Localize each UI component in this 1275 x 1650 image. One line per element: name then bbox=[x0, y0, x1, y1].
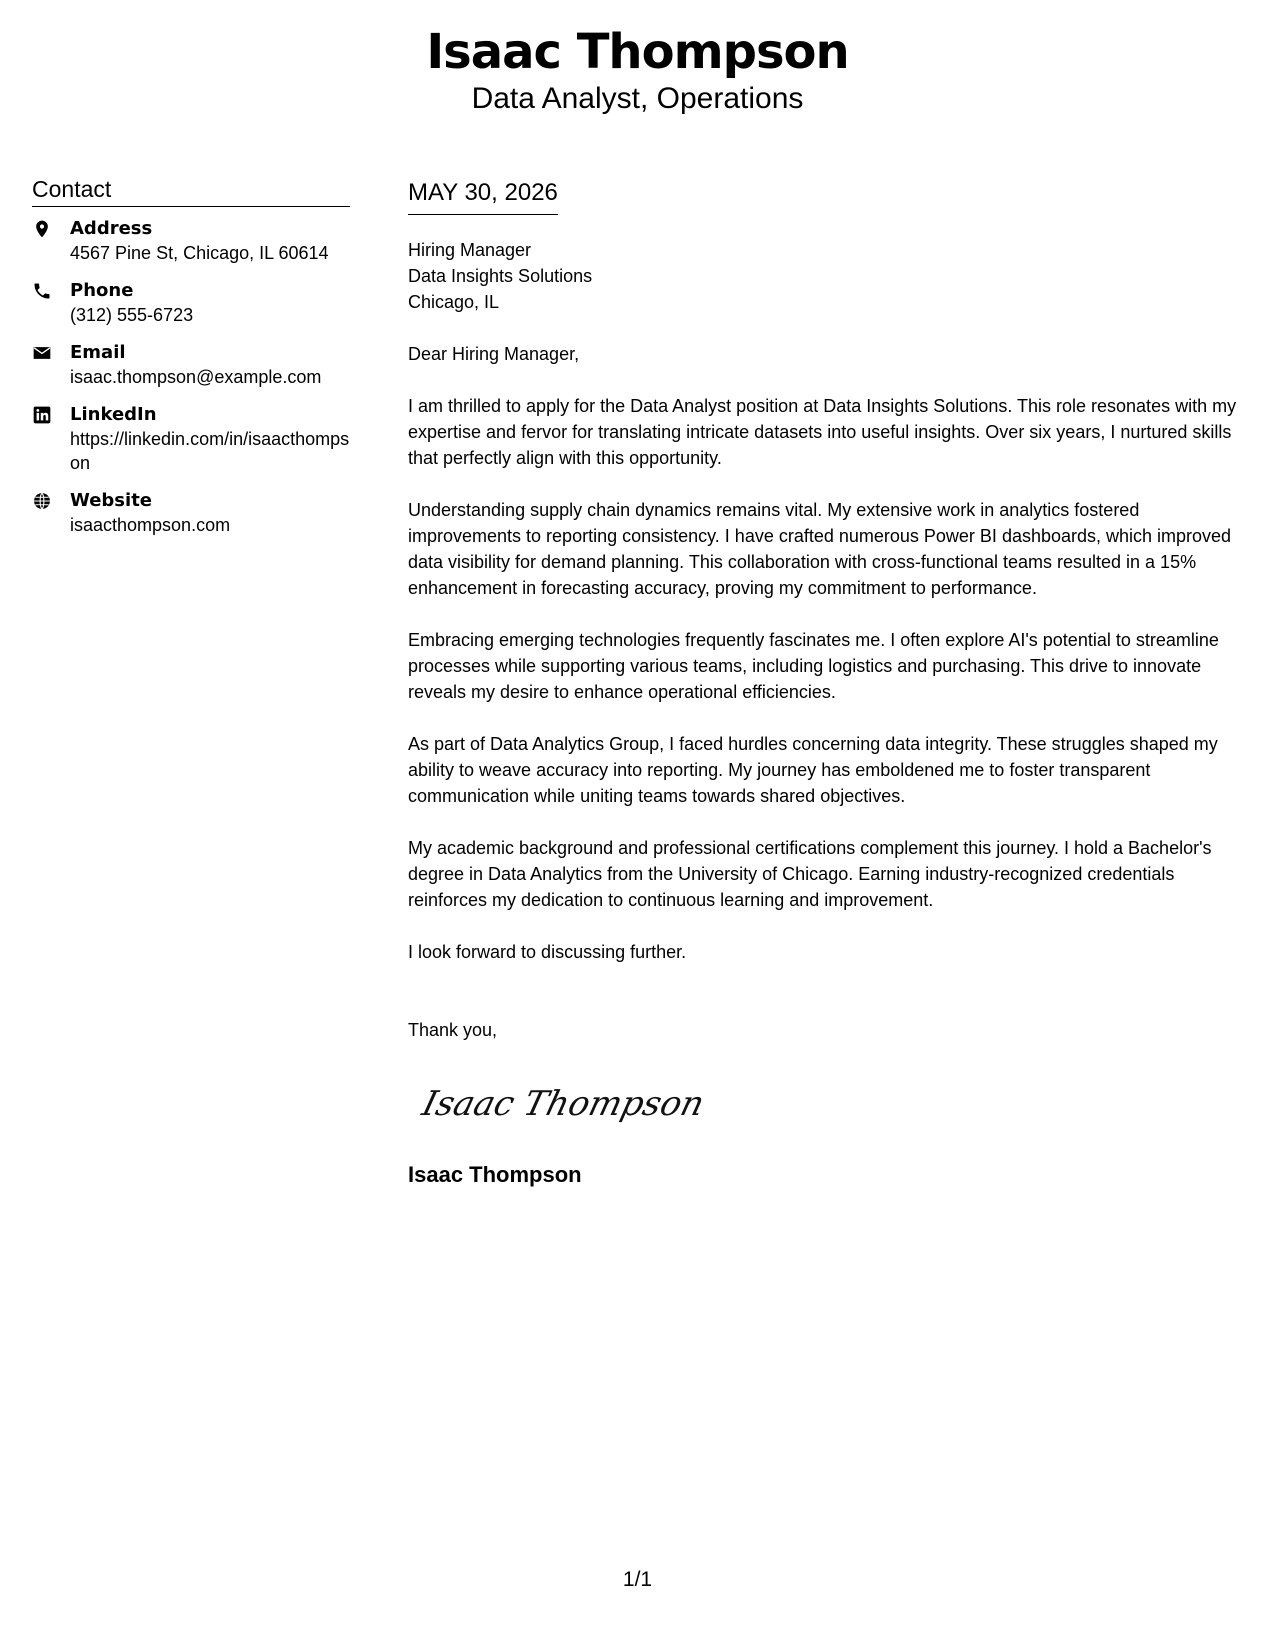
contact-email bbox=[32, 341, 350, 389]
contact-website bbox=[32, 489, 350, 537]
body-paragraph: Embracing emerging technologies frequently fascinates me. I often explore AI's potential to streamline processes while supporting various teams, including logistics and purchasing. This drive to innovate reveals my desire to enhance operational efficiencies. bbox=[408, 630, 1219, 702]
website-link[interactable]: isaacthompson.com bbox=[70, 515, 231, 535]
linkedin-link[interactable]: https://linkedin.com/in/isaacthompson bbox=[70, 429, 350, 473]
envelope-icon bbox=[32, 343, 52, 363]
page-number: 1/1 bbox=[622, 1568, 653, 1591]
contact-label: Phone bbox=[70, 280, 134, 301]
recipient-line: Chicago, IL bbox=[408, 292, 500, 312]
body-paragraph: Understanding supply chain dynamics remains vital. My extensive work in analytics fostered improvements to reporting consistency. I have crafted numerous Power BI dashboards, which improved data visibility for demand planning. This collaboration with cross-functional teams resulted in a 15% enhancement in forecasting accuracy, proving my commitment to performance. bbox=[408, 500, 1232, 598]
body-paragraph: My academic background and professional certifications complement this journey. I hold a Bachelor's degree in Data Analytics from the University of Chicago. Earning industry-recognized credentials reinforces my dedication to continuous learning and improvement. bbox=[408, 838, 1212, 910]
contact-label: Website bbox=[70, 490, 153, 511]
closing-line: I look forward to discussing further. bbox=[408, 942, 687, 962]
recipient-line: Data Insights Solutions bbox=[408, 266, 593, 286]
contact-label: Address bbox=[70, 218, 153, 239]
body-paragraph: As part of Data Analytics Group, I faced hurdles concerning data integrity. These struggles shaped my ability to weave accuracy into reporting. My journey has emboldened me to foster transparent communication while uniting teams towards shared objectives. bbox=[408, 734, 1218, 806]
handwritten-signature bbox=[418, 1077, 709, 1133]
signoff: Thank you, bbox=[408, 1020, 498, 1040]
signer-name: Isaac Thompson bbox=[408, 1162, 582, 1187]
contact-label: LinkedIn bbox=[70, 404, 157, 425]
contact-value: (312) 555-6723 bbox=[70, 305, 194, 325]
contact-phone bbox=[32, 279, 350, 327]
phone-icon bbox=[32, 281, 52, 301]
body-paragraph: I am thrilled to apply for the Data Analyst position at Data Insights Solutions. This role resonates with my expertise and fervor for translating intricate datasets into useful insights. Over six years, I nurtured skills that perfectly align with this opportunity. bbox=[408, 396, 1237, 468]
map-pin-icon bbox=[32, 219, 52, 239]
contact-value: isaac.thompson@example.com bbox=[70, 367, 322, 387]
letter-header bbox=[0, 22, 1275, 116]
globe-icon bbox=[32, 491, 52, 511]
recipient-line: Hiring Manager bbox=[408, 240, 532, 260]
signature-glyphs: Isaac Thompson bbox=[418, 1084, 709, 1124]
contact-sidebar bbox=[32, 174, 350, 551]
linkedin-icon bbox=[32, 405, 52, 425]
salutation: Dear Hiring Manager, bbox=[408, 344, 580, 364]
contact-label: Email bbox=[70, 342, 126, 363]
applicant-name: Isaac Thompson bbox=[426, 24, 849, 80]
recipient-block bbox=[408, 237, 1251, 315]
contact-address bbox=[32, 217, 350, 265]
contact-value: 4567 Pine St, Chicago, IL 60614 bbox=[70, 243, 329, 263]
contact-heading: Contact bbox=[32, 174, 350, 207]
letter-body bbox=[408, 176, 1251, 1190]
applicant-title: Data Analyst, Operations bbox=[471, 82, 804, 115]
contact-linkedin bbox=[32, 403, 350, 475]
letter-date: MAY 30, 2026 bbox=[408, 176, 558, 215]
